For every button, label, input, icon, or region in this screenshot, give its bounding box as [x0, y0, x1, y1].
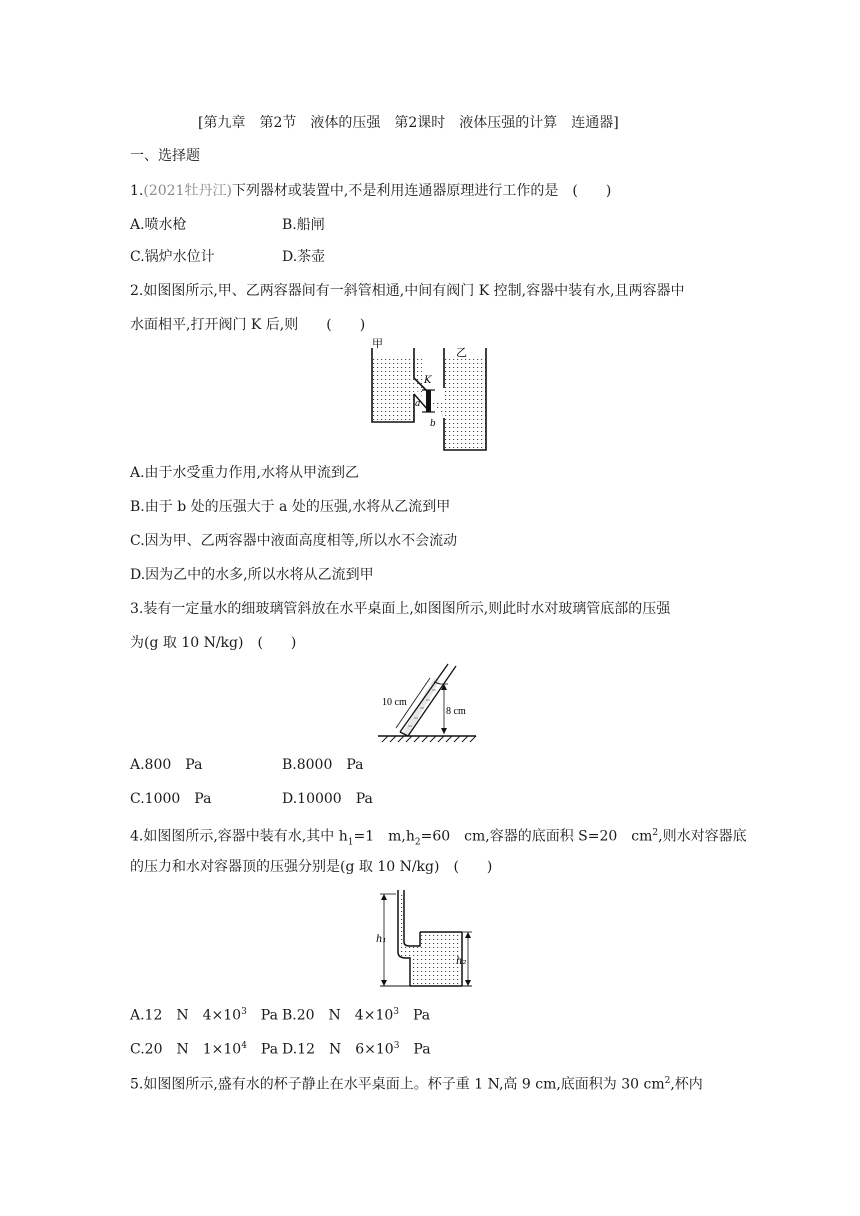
q5-text-part-1: 5.如图图所示,盛有水的杯子静止在水平桌面上。杯子重 1 N,高 9 cm,底面积为 30 cm — [130, 1076, 665, 1093]
q4-b-main: B.20 N 4×10 — [282, 1007, 394, 1024]
q4-text-part-1: 4.如图图所示,容器中装有水,其中 h — [130, 828, 348, 845]
q4-c-exp: 4 — [241, 1041, 247, 1051]
q4-c-main: C.20 N 1×10 — [130, 1041, 242, 1058]
q5-text-part-2: ,杯内 — [670, 1076, 703, 1093]
question-4-stem-line-2: 的压力和水对容器顶的压强分别是(g 取 10 N/kg) ( ) — [130, 859, 493, 875]
question-4-option-a — [130, 1002, 278, 1026]
label-h2: h₂ — [456, 956, 467, 967]
q4-d-main: D.12 N 6×10 — [282, 1041, 394, 1058]
label-8cm: 8 cm — [446, 706, 466, 717]
question-4-option-d — [282, 1036, 431, 1060]
question-5-stem-line-1 — [130, 1071, 703, 1095]
question-2-option-d: D.因为乙中的水多,所以水将从乙流到甲 — [130, 567, 374, 583]
section-title: 一、选择题 — [130, 148, 200, 164]
q4-text-part-3: =60 cm,容器的底面积 S=20 cm — [420, 828, 653, 845]
question-2-option-b: B.由于 b 处的压强大于 a 处的压强,水将从乙流到甲 — [130, 499, 451, 515]
question-1-option-d: D.茶壶 — [282, 249, 326, 265]
q4-text-part-2: =1 m,h — [353, 828, 415, 845]
q4-d-exp: 3 — [393, 1041, 400, 1051]
label-a: a — [415, 399, 421, 409]
question-4-option-c — [130, 1036, 278, 1060]
label-yi: 乙 — [456, 346, 467, 359]
q4-d-unit: Pa — [399, 1041, 431, 1058]
q4-c-unit: Pa — [246, 1041, 279, 1058]
q4-a-main: A.12 N 4×10 — [130, 1007, 242, 1024]
label-jia: 甲 — [372, 338, 383, 350]
q4-sub-1: 1 — [347, 837, 354, 848]
question-1-source: (2021牡丹江) — [143, 183, 232, 199]
question-2-stem-line-2: 水面相平,打开阀门 K 后,则 ( ) — [130, 317, 366, 333]
label-10cm: 10 cm — [382, 697, 407, 708]
question-3-option-b: B.8000 Pa — [282, 757, 364, 773]
label-b: b — [430, 419, 436, 429]
question-1-number: 1. — [130, 183, 144, 199]
question-3-stem-line-2: 为(g 取 10 N/kg) ( ) — [130, 635, 297, 651]
question-3-stem-line-1: 3.装有一定量水的细玻璃管斜放在水平桌面上,如图图所示,则此时水对玻璃管底部的压强 — [130, 601, 671, 617]
question-1-option-a: A.喷水枪 — [130, 217, 187, 233]
q4-text-part-4: ,则水对容器底 — [658, 828, 747, 845]
q4-a-exp: 3 — [241, 1007, 247, 1017]
question-1-option-c: C.锅炉水位计 — [130, 249, 215, 265]
question-2-stem-line-1: 2.如图图所示,甲、乙两容器间有一斜管相通,中间有阀门 K 控制,容器中装有水,且两容器中 — [130, 283, 685, 299]
question-2-option-c: C.因为甲、乙两容器中液面高度相等,所以水不会流动 — [130, 533, 458, 549]
question-4-stem-line-1 — [130, 823, 747, 852]
question-4-option-b — [282, 1002, 430, 1026]
question-3-option-a: A.800 Pa — [130, 757, 203, 773]
question-3-option-d: D.10000 Pa — [282, 791, 373, 807]
label-k: K — [424, 375, 432, 386]
q4-sup-1: 2 — [652, 828, 659, 838]
question-3-option-c: C.1000 Pa — [130, 791, 212, 807]
question-3-figure — [378, 660, 478, 744]
q4-a-unit: Pa — [246, 1007, 278, 1024]
question-1-text: 下列器材或装置中,不是利用连通器原理进行工作的是 ( ) — [231, 183, 612, 199]
question-2-option-a: A.由于水受重力作用,水将从甲流到乙 — [130, 465, 360, 481]
q5-sup-1: 2 — [664, 1076, 671, 1086]
q4-b-unit: Pa — [399, 1007, 431, 1024]
question-1-option-b: B.船闸 — [282, 217, 325, 233]
page-title: [第九章 第2节 液体的压强 第2课时 液体压强的计算 连通器] — [198, 115, 619, 131]
q4-b-exp: 3 — [393, 1007, 399, 1017]
question-4-figure — [376, 886, 472, 992]
q4-sub-2: 2 — [414, 837, 421, 848]
question-2-figure — [368, 338, 492, 454]
label-h1: h₁ — [376, 934, 387, 945]
question-1-stem — [130, 181, 611, 201]
